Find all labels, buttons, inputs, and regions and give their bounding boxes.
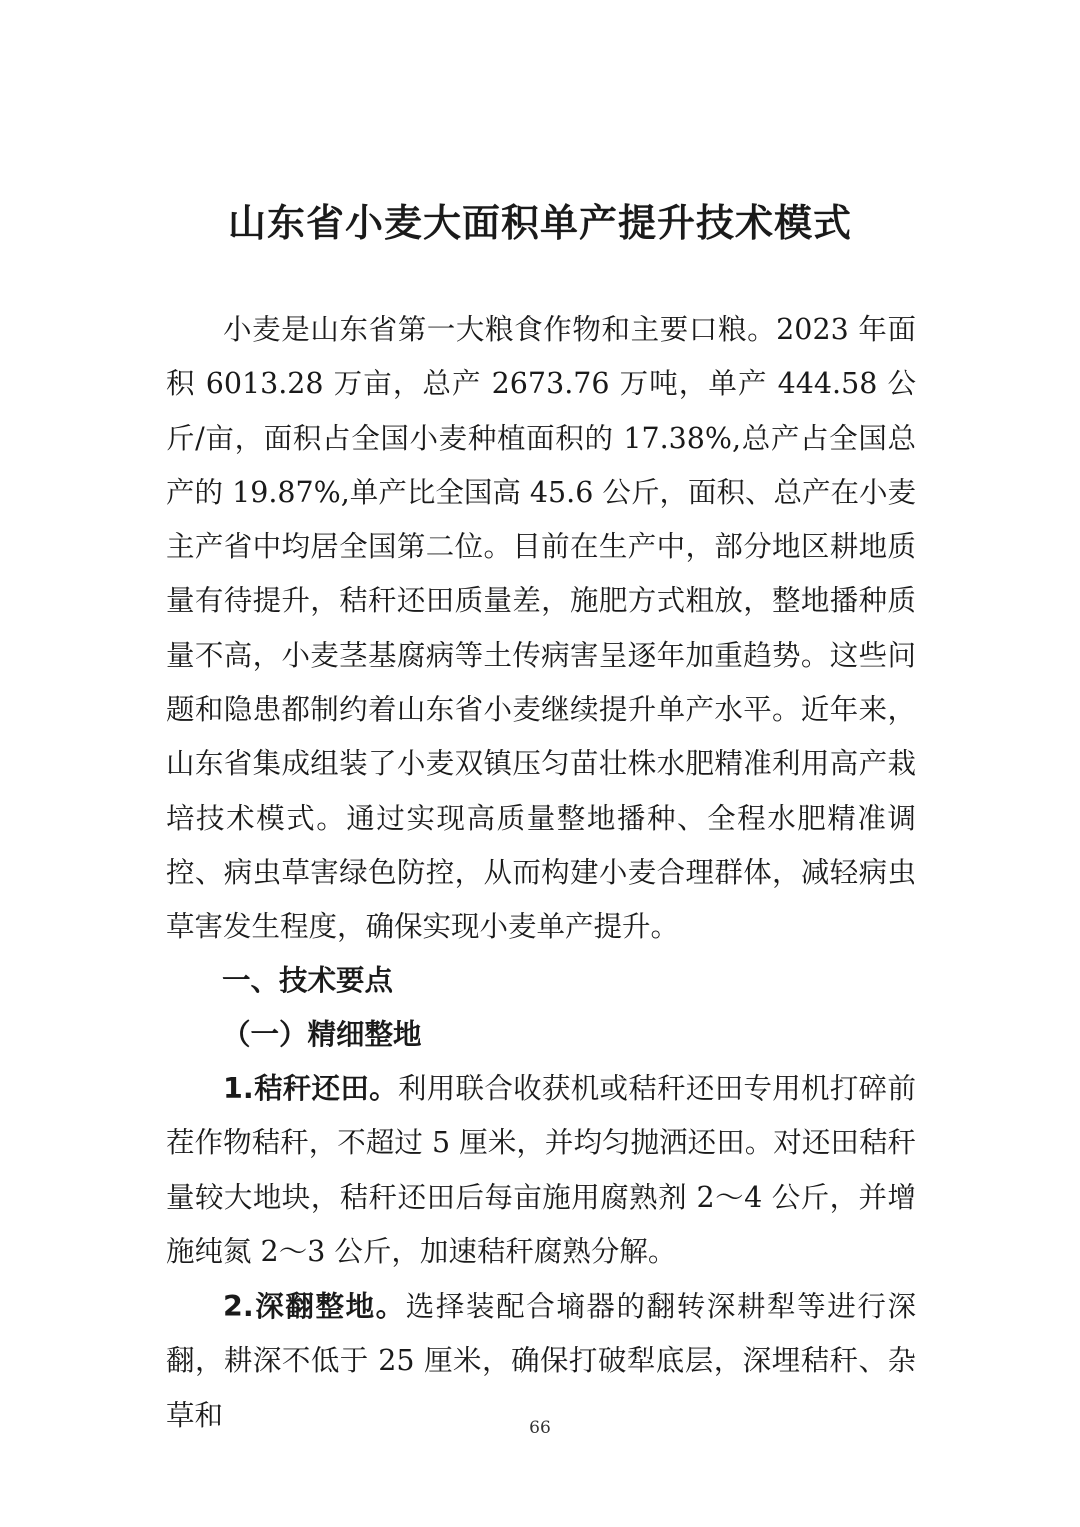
subsection-heading: （一）精细整地 [222,1018,422,1051]
item-deep-plowing-text: 选择装配合墒器的翻转深耕犁等进行深翻，耕深不低于 25 厘米，确保打破犁底层，深埋秸秆、杂草和 [166,1290,916,1432]
item-straw-return-lead: 1.秸秆还田。 [223,1072,398,1105]
document-title: 山东省小麦大面积单产提升技术模式 [227,201,852,245]
item-straw-return-text: 利用联合收获机或秸秆还田专用机打碎前茬作物秸秆，不超过 5 厘米，并均匀抛洒还田。对还田秸秆量较大地块，秸秆还田后每亩施用腐熟剂 2～4 公斤，并增施纯氮 2～3 公斤，加速秸秆腐熟分解。 [166,1072,916,1268]
page-number: 66 [529,1418,551,1438]
intro-paragraph: 小麦是山东省第一大粮食作物和主要口粮。2023 年面积 6013.28 万亩，总产 2673.76 万吨，单产 444.58 公斤/亩，面积占全国小麦种植面积的 17.38%,总产占全国总产的 19.87%,单产比全国高 45.6 公斤，面积、总产在小麦主产省中均居全国第二位。目前在生产中，部分地区耕地质量有待提升，秸秆还田质量差，施肥方式粗放，整地播种质量不高，小麦茎基腐病等土传病害呈逐年加重趋势。这些问题和隐患都制约着山东省小麦继续提升单产水平。近年来，山东省集成组装了小麦双镇压匀苗壮株水肥精准利用高产栽培技术模式。通过实现高质量整地播种、全程水肥精准调控、病虫草害绿色防控，从而构建小麦合理群体，减轻病虫草害发生程度，确保实现小麦单产提升。 [166,313,916,944]
section-heading: 一、技术要点 [222,964,394,997]
item-deep-plowing-lead: 2.深翻整地。 [223,1290,406,1323]
item-straw-return [166,1062,916,1279]
